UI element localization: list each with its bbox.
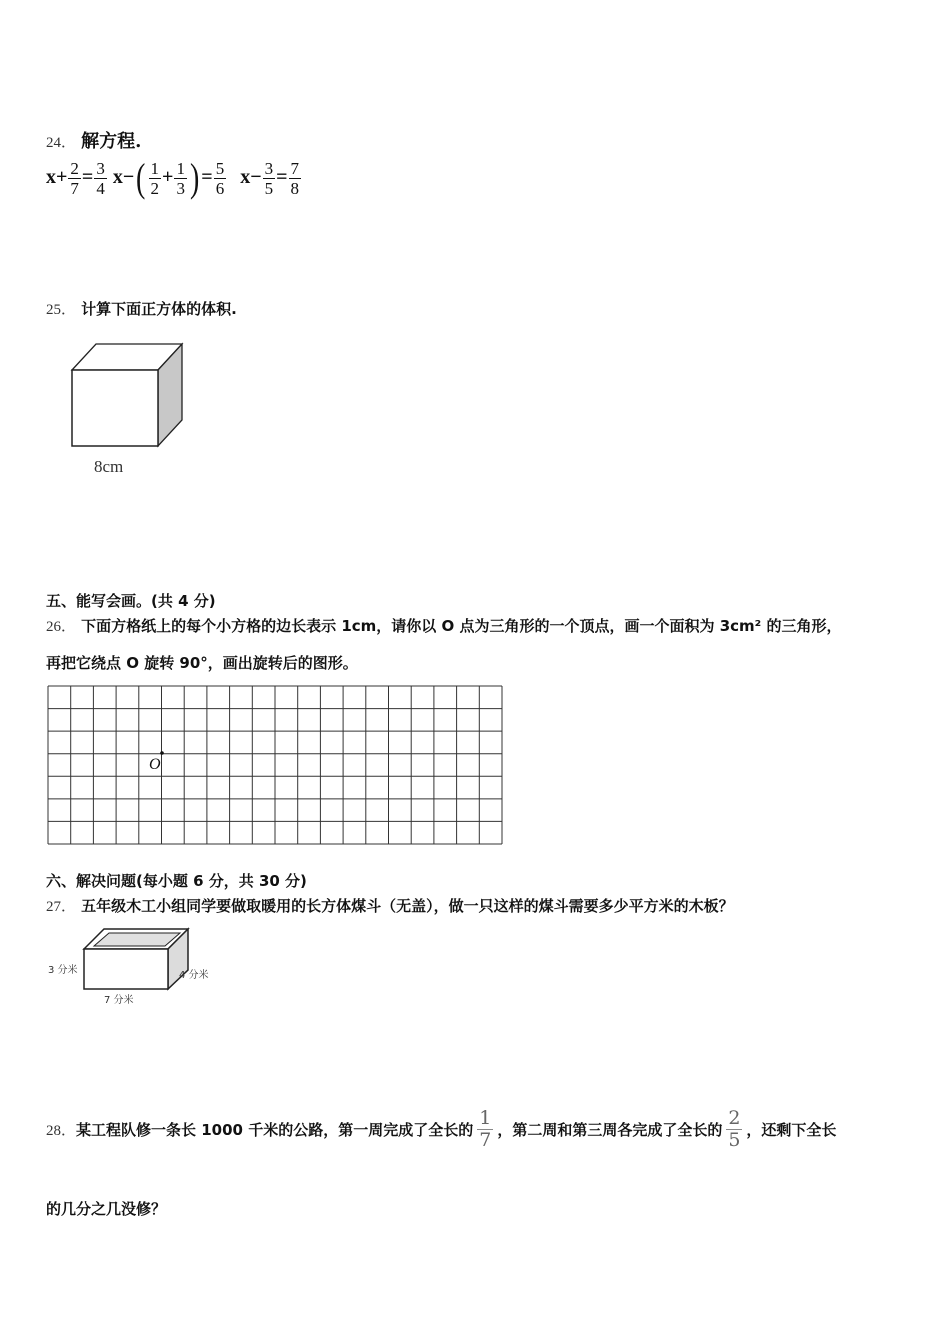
eq1-frac-b-num: 3	[96, 158, 105, 178]
q26-text-line2: 再把它绕点 O 旋转 90°，画出旋转后的图形。	[46, 654, 358, 672]
q28-frac2	[726, 1108, 742, 1151]
grid-lines	[48, 686, 502, 844]
eq2-minus: −	[122, 165, 135, 188]
eq3-frac-b	[289, 159, 302, 198]
eq2-frac-p-den: 2	[150, 178, 160, 198]
q28-frac1-num: 1	[479, 1107, 492, 1129]
eq2-equals: =	[201, 165, 213, 188]
point-o-label: O	[149, 756, 161, 773]
q24-title: 解方程.	[81, 131, 142, 152]
eq2-frac-r-num: 5	[215, 158, 225, 178]
cube-figure	[60, 340, 200, 480]
eq2-frac-q-num: 1	[176, 158, 185, 178]
point-o	[160, 751, 164, 755]
eq3-equals: =	[276, 165, 288, 188]
q27-number: 27．	[46, 899, 77, 915]
eq3-frac-b-num: 7	[290, 158, 299, 178]
eq3-frac-b-den: 8	[290, 178, 299, 198]
eq1	[46, 158, 113, 198]
eq3-frac-a-num: 3	[264, 158, 274, 178]
q28-text-c: ，还剩下全长	[746, 1121, 837, 1139]
q28-text-b: ，第二周和第三周各完成了全长的	[497, 1121, 723, 1139]
eq2-frac-q-den: 3	[176, 178, 185, 198]
q24-equations	[46, 155, 302, 200]
eq2-lparen: (	[136, 155, 146, 200]
box-opening	[94, 933, 180, 946]
eq2-rparen: )	[189, 155, 200, 200]
q28-text-a: 某工程队修一条长 1000 千米的公路，第一周完成了全长的	[76, 1121, 474, 1139]
q28-frac1-den: 7	[479, 1129, 492, 1151]
q24-header	[46, 127, 141, 153]
q26-number: 26．	[46, 619, 77, 635]
eq1-equals: =	[81, 165, 94, 188]
eq2	[112, 155, 232, 200]
eq2-x: x	[112, 165, 123, 188]
q26-text-line1: 下面方格纸上的每个小方格的边长表示 1cm，请你以 O 点为三角形的一个顶点，画一个面积为 3cm² 的三角形，	[81, 617, 842, 635]
box-length-label: 7 分米	[104, 995, 134, 1006]
cube-front-face	[72, 370, 158, 446]
eq2-frac-p-num: 1	[150, 158, 160, 178]
box-width-label: 4 分米	[179, 970, 209, 981]
q28-line1	[46, 1108, 836, 1151]
eq3-minus: −	[250, 165, 262, 188]
q25-header	[46, 298, 237, 319]
eq1-frac-a-num: 2	[70, 158, 79, 178]
q27-text: 五年级木工小组同学要做取暖用的长方体煤斗（无盖），做一只这样的煤斗需要多少平方米的木板？	[81, 897, 734, 915]
eq3-frac-a	[263, 159, 276, 198]
eq2-frac-q	[174, 159, 187, 198]
cube-edge-label: 8cm	[94, 457, 124, 476]
grid-paper	[46, 684, 506, 848]
coal-box-figure	[46, 925, 226, 1015]
box-front-face	[84, 949, 168, 989]
q28-frac1	[477, 1108, 493, 1151]
eq2-plus: +	[162, 165, 174, 188]
box-height-label: 3 分米	[48, 965, 78, 976]
eq3-frac-a-den: 5	[264, 178, 274, 198]
eq3	[240, 158, 302, 198]
q28-frac2-den: 5	[728, 1129, 741, 1151]
eq2-frac-r	[214, 159, 227, 198]
section6-heading: 六、解决问题(每小题 6 分，共 30 分)	[46, 872, 307, 890]
eq2-frac-p	[149, 159, 162, 198]
q27-line	[46, 895, 734, 916]
eq1-frac-a-den: 7	[70, 178, 79, 198]
eq1-x: x	[46, 165, 56, 188]
eq2-frac-r-den: 6	[215, 178, 225, 198]
eq1-frac-b-den: 4	[96, 178, 105, 198]
q28-number: 28．	[46, 1123, 77, 1139]
eq3-x: x	[240, 165, 251, 188]
q28-frac2-num: 2	[728, 1107, 741, 1129]
q26-line1	[46, 615, 841, 636]
eq1-plus: +	[56, 165, 68, 188]
q25-text: 计算下面正方体的体积.	[81, 300, 237, 318]
q28-text-line2: 的几分之几没修？	[46, 1200, 167, 1218]
q24-number: 24．	[46, 135, 77, 151]
section5-heading: 五、能写会画。(共 4 分)	[46, 592, 216, 610]
eq1-frac-a	[68, 159, 81, 198]
eq1-frac-b	[94, 159, 107, 198]
q25-number: 25．	[46, 302, 77, 318]
